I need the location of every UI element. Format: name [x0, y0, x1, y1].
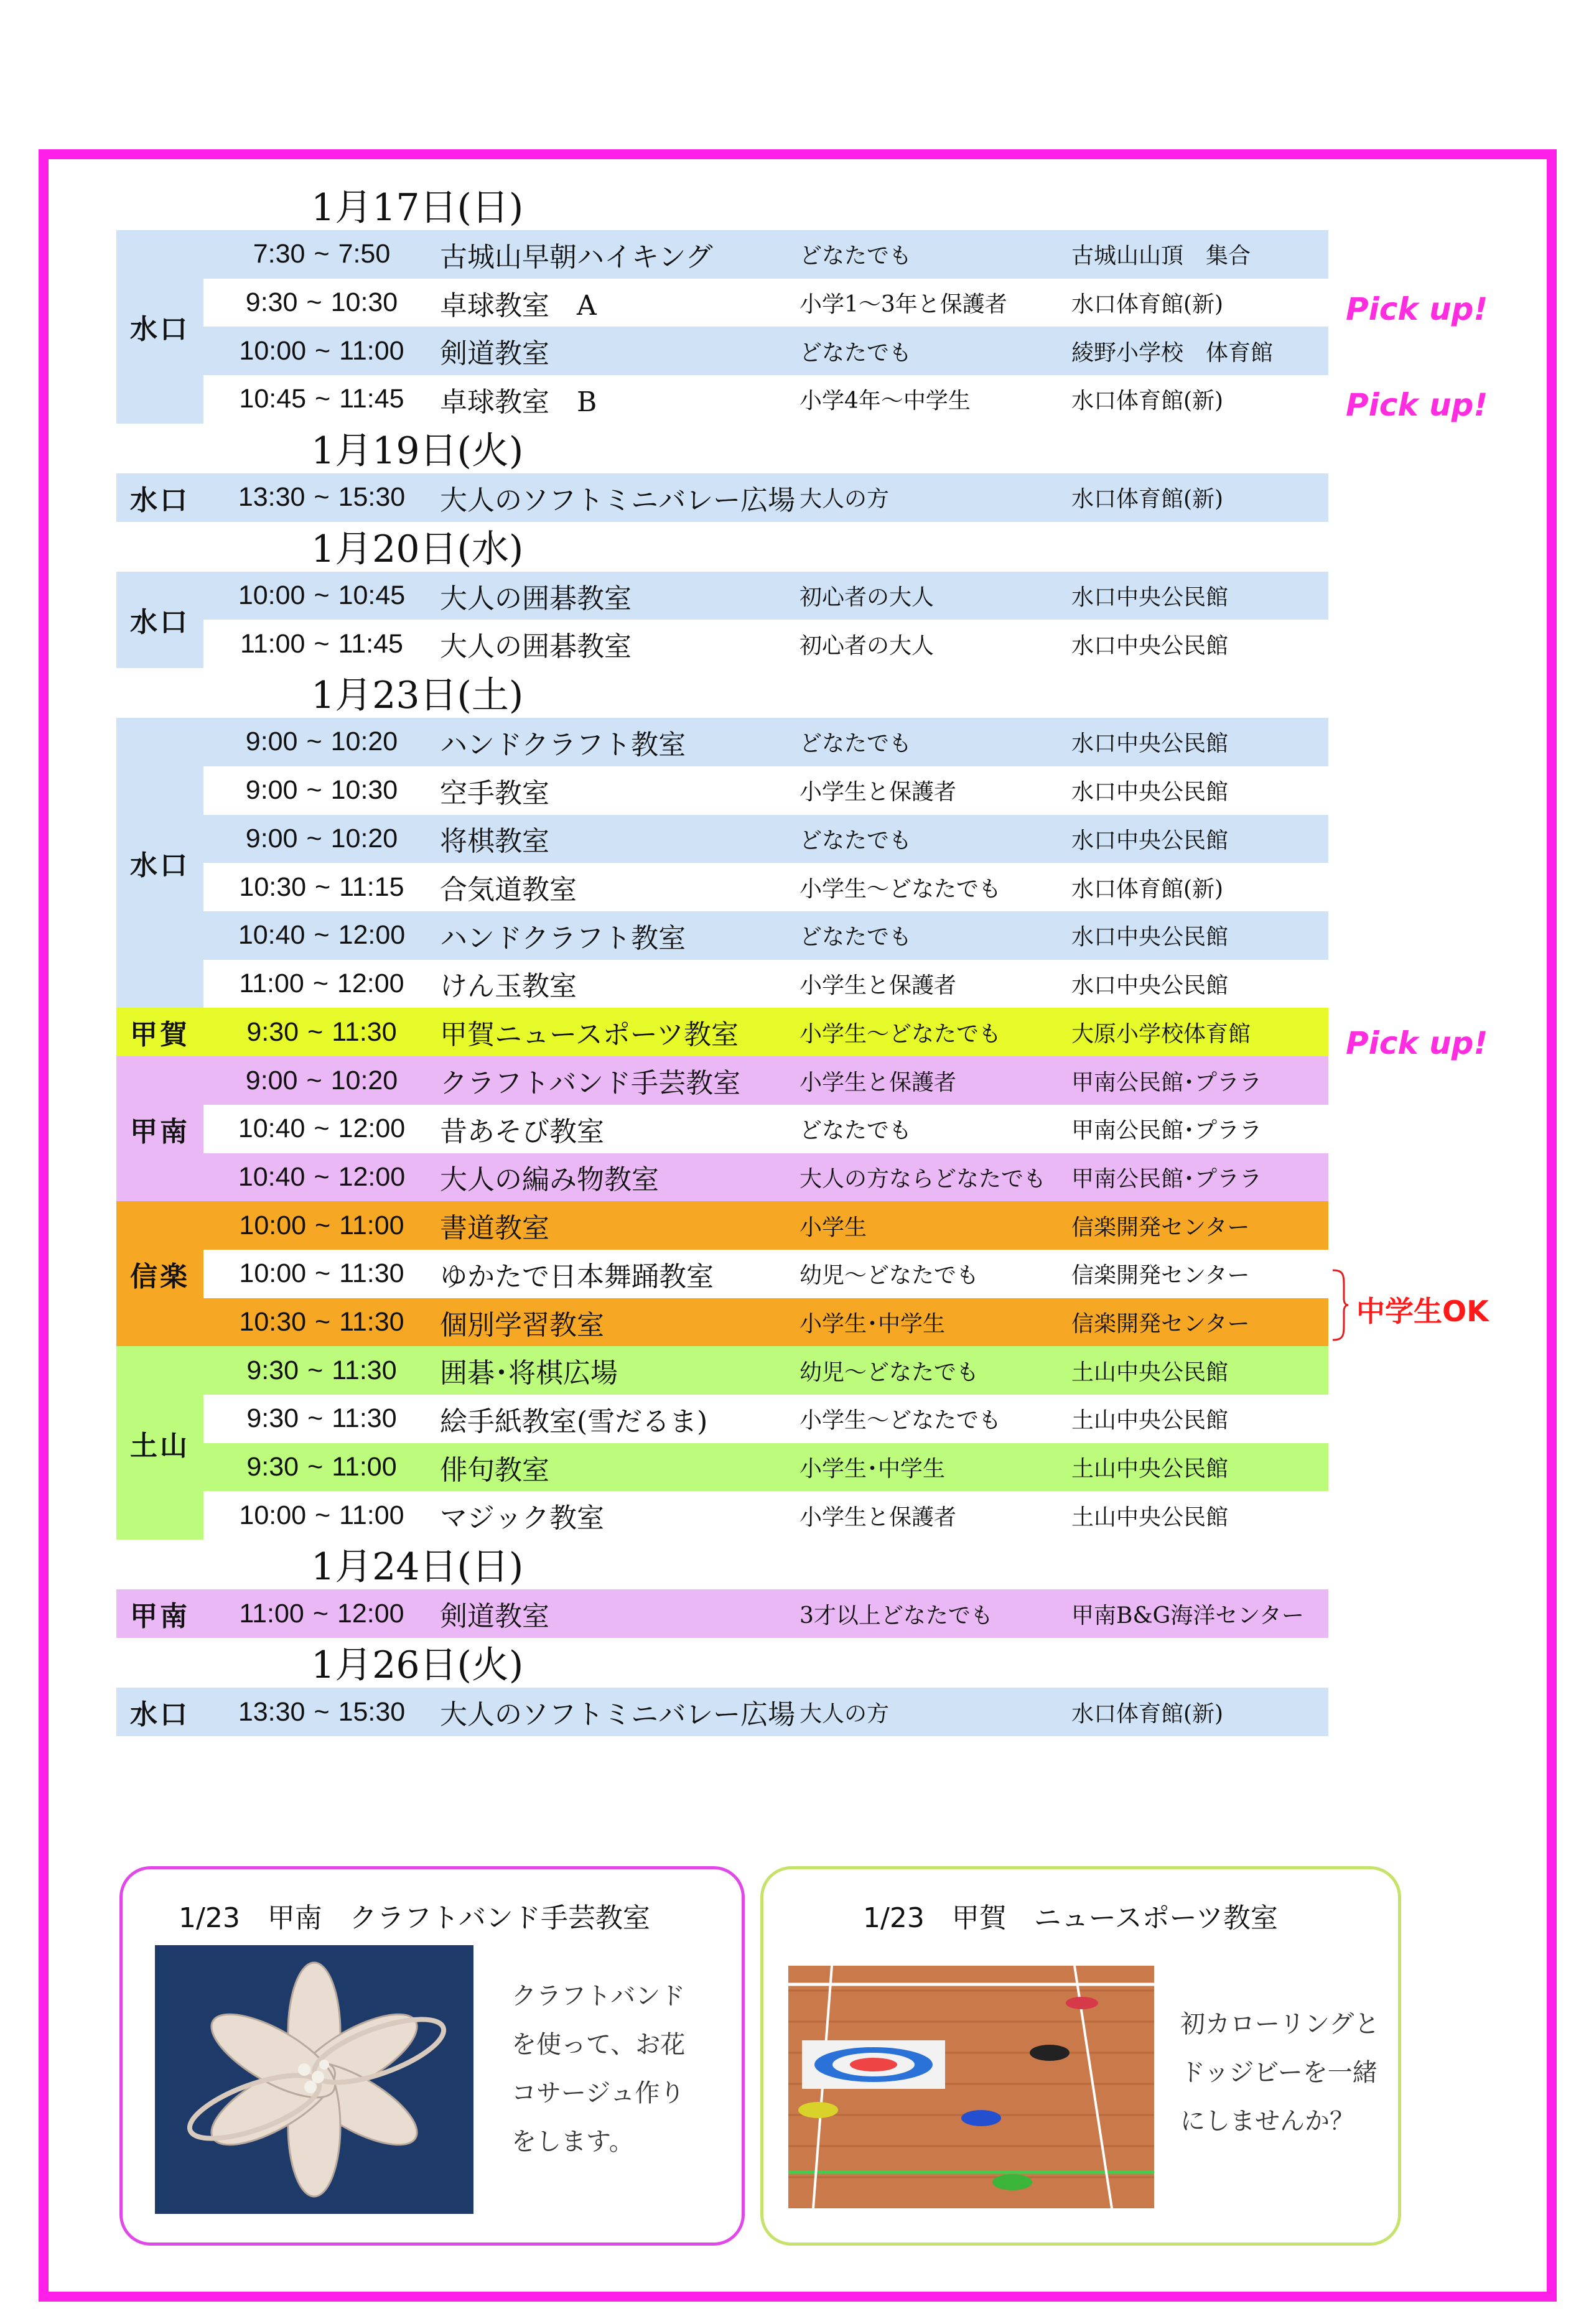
end-time: 11:45: [338, 628, 403, 659]
area-group: [116, 1201, 1328, 1346]
event-row: [203, 620, 1328, 668]
end-time: 10:20: [330, 1065, 398, 1095]
event-row: [203, 960, 1328, 1008]
event-target: どなたでも: [799, 243, 912, 269]
event-time: [203, 1162, 440, 1192]
card-description: クラフトバンド を使って、お花 コサージュ作り をします。: [511, 1982, 686, 2156]
start-time: 9:30: [245, 287, 298, 318]
time-separator: ~: [306, 775, 322, 806]
end-time: 10:20: [330, 823, 398, 853]
end-time: 11:00: [339, 1500, 404, 1530]
event-time: [203, 384, 440, 414]
start-time: 10:00: [239, 1210, 307, 1240]
event-place: 信楽開発センター: [1071, 1263, 1250, 1289]
start-time: 13:30: [238, 1696, 305, 1727]
time-separator: ~: [315, 1307, 331, 1337]
start-time: 10:00: [238, 580, 305, 611]
event-name: 将棋教室: [440, 825, 549, 858]
event-time: [203, 1066, 440, 1096]
area-label: 土山: [116, 1346, 203, 1540]
time-separator: ~: [314, 1696, 330, 1727]
end-time: 11:30: [332, 1355, 397, 1385]
event-row: [203, 911, 1328, 960]
event-row: [203, 1298, 1328, 1347]
time-separator: ~: [315, 1500, 331, 1530]
time-separator: ~: [306, 1065, 322, 1095]
start-time: 11:00: [239, 968, 304, 998]
event-time: [203, 1017, 440, 1048]
event-name: 絵手紙教室(雪だるま): [440, 1405, 708, 1438]
area-group: [116, 473, 1328, 522]
event-target: 小学生･中学生: [799, 1456, 946, 1482]
date-heading: 1月26日(火): [311, 1643, 524, 1688]
event-name: 昔あそび教室: [440, 1115, 604, 1148]
event-name: 大人の編み物教室: [440, 1164, 659, 1196]
area-label: 甲賀: [116, 1008, 203, 1056]
event-place: 信楽開発センター: [1071, 1311, 1250, 1337]
start-time: 9:30: [246, 1452, 299, 1482]
time-separator: ~: [315, 384, 331, 414]
event-target: どなたでも: [799, 924, 912, 951]
event-place: 水口中央公民館: [1071, 779, 1229, 806]
event-target: 小学生～どなたでも: [799, 1021, 1002, 1047]
event-time: [203, 1258, 440, 1289]
event-time: [203, 969, 440, 999]
end-time: 10:30: [330, 287, 398, 318]
area-label: 水口: [116, 473, 203, 522]
event-target: 3才以上どなたでも: [799, 1602, 993, 1629]
event-name: 大人の囲碁教室: [440, 582, 632, 615]
end-time: 10:45: [338, 580, 406, 611]
event-time: [203, 580, 440, 611]
end-time: 12:00: [338, 920, 406, 951]
start-time: 10:00: [239, 335, 307, 366]
time-separator: ~: [314, 1161, 330, 1192]
pickup-label-2: Pick up!: [1346, 387, 1488, 423]
end-time: 11:30: [339, 1307, 404, 1337]
event-row: [203, 815, 1328, 863]
end-time: 11:30: [332, 1016, 397, 1047]
end-time: 11:00: [339, 335, 404, 366]
event-row: [203, 572, 1328, 620]
event-name: マジック教室: [440, 1502, 604, 1535]
event-place: 土山中央公民館: [1071, 1408, 1229, 1434]
event-time: [203, 1211, 440, 1241]
time-separator: ~: [315, 872, 331, 902]
event-place: 甲南公民館･プララ: [1071, 1166, 1262, 1192]
end-time: 12:00: [338, 1161, 406, 1192]
event-target: どなたでも: [799, 827, 912, 853]
event-row: [203, 1491, 1328, 1540]
event-place: 水口体育館(新): [1071, 876, 1224, 902]
area-label: 信楽: [116, 1201, 203, 1346]
end-time: 11:15: [339, 872, 404, 902]
end-time: 12:00: [337, 1598, 404, 1629]
event-time: [203, 336, 440, 366]
start-time: 9:30: [246, 1355, 299, 1385]
junior-ok-label: 中学生OK: [1356, 1294, 1489, 1328]
date-heading: 1月24日(日): [311, 1545, 524, 1589]
event-target: どなたでも: [799, 731, 912, 757]
event-place: 綾野小学校 体育館: [1071, 340, 1274, 366]
start-time: 10:45: [239, 384, 307, 414]
event-row: [203, 1395, 1328, 1443]
end-time: 10:20: [330, 727, 398, 757]
event-name: 囲碁･将棋広場: [440, 1357, 618, 1390]
event-time: [203, 872, 440, 903]
event-time: [203, 1403, 440, 1434]
bracket-icon: [1331, 1269, 1349, 1341]
event-row: [203, 1443, 1328, 1492]
start-time: 10:30: [239, 1307, 307, 1337]
start-time: 9:00: [245, 823, 298, 853]
event-name: 大人のソフトミニバレー広場: [440, 1699, 796, 1731]
date-heading: 1月19日(火): [311, 429, 524, 473]
event-row: [203, 375, 1328, 424]
event-place: 水口中央公民館: [1071, 827, 1229, 853]
start-time: 9:30: [246, 1403, 299, 1434]
event-name: 大人の囲碁教室: [440, 631, 632, 663]
area-group: [116, 572, 1328, 668]
start-time: 9:00: [245, 727, 298, 757]
event-time: [203, 1113, 440, 1144]
event-name: けん玉教室: [440, 970, 577, 1003]
event-target: どなたでも: [799, 340, 912, 366]
event-name: 古城山早朝ハイキング: [440, 241, 713, 273]
start-time: 10:40: [238, 1113, 305, 1144]
area-label: 水口: [116, 1688, 203, 1736]
time-separator: ~: [306, 287, 322, 318]
event-target: 小学生･中学生: [799, 1311, 946, 1337]
area-group: [116, 230, 1328, 424]
time-separator: ~: [307, 1016, 324, 1047]
event-row: [203, 230, 1328, 279]
event-time: [203, 1307, 440, 1337]
start-time: 10:00: [239, 1500, 307, 1530]
event-name: 大人のソフトミニバレー広場: [440, 484, 796, 516]
event-time: [203, 239, 440, 269]
event-name: ハンドクラフト教室: [440, 728, 686, 761]
area-label: 甲南: [116, 1056, 203, 1201]
event-name: 空手教室: [440, 777, 549, 809]
event-time: [203, 1452, 440, 1482]
event-place: 大原小学校体育館: [1071, 1021, 1251, 1047]
event-name: 俳句教室: [440, 1454, 549, 1486]
time-separator: ~: [315, 335, 331, 366]
event-target: 小学生と保護者: [799, 779, 957, 806]
event-target: 小学生～どなたでも: [799, 1408, 1002, 1434]
event-target: 小学生: [799, 1214, 867, 1240]
event-place: 土山中央公民館: [1071, 1456, 1229, 1482]
event-time: [203, 727, 440, 757]
event-name: 剣道教室: [440, 338, 549, 370]
start-time: 11:00: [239, 1598, 304, 1629]
event-row: [203, 766, 1328, 815]
event-place: 信楽開発センター: [1071, 1214, 1250, 1240]
event-name: 書道教室: [440, 1212, 549, 1245]
event-place: 水口中央公民館: [1071, 731, 1229, 757]
start-time: 10:00: [239, 1258, 307, 1289]
end-time: 15:30: [338, 482, 406, 513]
event-place: 水口中央公民館: [1071, 972, 1229, 998]
end-time: 15:30: [338, 1696, 406, 1727]
event-target: 初心者の大人: [799, 633, 935, 659]
start-time: 10:40: [238, 1161, 305, 1192]
time-separator: ~: [314, 628, 330, 659]
end-time: 11:30: [339, 1258, 404, 1289]
event-time: [203, 1500, 440, 1531]
area-group: [116, 1688, 1328, 1736]
event-target: 大人の方ならどなたでも: [799, 1166, 1047, 1192]
time-separator: ~: [314, 1113, 330, 1144]
event-time: [203, 287, 440, 318]
event-place: 古城山山頂 集合: [1071, 243, 1251, 269]
event-target: 小学生と保護者: [799, 972, 957, 998]
card-description: 初カローリングと ドッジビーを一緒 にしませんか？: [1180, 2010, 1379, 2136]
event-row: [203, 279, 1328, 327]
event-time: [203, 1599, 440, 1629]
event-target: 小学1～3年と保護者: [799, 292, 1007, 318]
event-place: 水口中央公民館: [1071, 924, 1229, 951]
event-time: [203, 920, 440, 951]
event-name: クラフトバンド手芸教室: [440, 1067, 741, 1100]
event-name: 甲賀ニュースポーツ教室: [440, 1019, 739, 1051]
area-label: 甲南: [116, 1589, 203, 1638]
time-separator: ~: [314, 920, 330, 951]
event-place: 水口体育館(新): [1071, 1701, 1224, 1727]
event-time: [203, 775, 440, 806]
card-craftband: [119, 1866, 745, 2246]
pickup-label-3: Pick up!: [1346, 1025, 1488, 1061]
end-time: 11:00: [332, 1452, 397, 1482]
start-time: 9:30: [246, 1016, 299, 1047]
event-row: [203, 1153, 1328, 1202]
event-target: 小学生と保護者: [799, 1069, 957, 1095]
event-name: ハンドクラフト教室: [440, 922, 686, 954]
event-time: [203, 1355, 440, 1386]
date-heading: 1月17日(日): [311, 186, 524, 230]
start-time: 10:40: [238, 920, 305, 951]
event-schedule: [116, 180, 1328, 1736]
time-separator: ~: [306, 727, 322, 757]
event-row: [203, 473, 1328, 522]
event-place: 水口中央公民館: [1071, 585, 1229, 611]
event-target: 小学生と保護者: [799, 1504, 957, 1530]
event-row: [203, 1056, 1328, 1105]
flower-corsage-photo: [155, 1945, 473, 2214]
time-separator: ~: [307, 1403, 324, 1434]
event-place: 甲南公民館･プララ: [1071, 1118, 1262, 1144]
card-newsports: [760, 1866, 1401, 2246]
event-row: [203, 1346, 1328, 1395]
time-separator: ~: [315, 1258, 331, 1289]
start-time: 9:00: [245, 775, 298, 806]
event-time: [203, 824, 440, 854]
area-group: [116, 1589, 1328, 1638]
event-time: [203, 1697, 440, 1727]
curling-court-photo: [788, 1966, 1154, 2208]
end-time: 11:30: [332, 1403, 397, 1434]
event-place: 水口体育館(新): [1071, 292, 1224, 318]
event-target: 幼児～どなたでも: [799, 1359, 979, 1385]
start-time: 10:30: [239, 872, 307, 902]
end-time: 11:00: [339, 1210, 404, 1240]
event-place: 水口体育館(新): [1071, 388, 1224, 414]
event-place: 甲南B&G海洋センター: [1071, 1602, 1304, 1629]
event-place: 水口中央公民館: [1071, 633, 1229, 659]
time-separator: ~: [307, 1355, 324, 1385]
pickup-label-1: Pick up!: [1346, 291, 1488, 327]
event-place: 水口体育館(新): [1071, 486, 1224, 513]
time-separator: ~: [312, 1598, 329, 1629]
event-row: [203, 718, 1328, 766]
end-time: 10:30: [330, 775, 398, 806]
area-group: [116, 1008, 1328, 1056]
event-row: [203, 1105, 1328, 1153]
time-separator: ~: [315, 1210, 331, 1240]
event-name: 合気道教室: [440, 874, 577, 906]
area-label: 水口: [116, 572, 203, 668]
time-separator: ~: [312, 968, 329, 998]
area-label: 水口: [116, 230, 203, 424]
end-time: 12:00: [338, 1113, 406, 1144]
date-heading: 1月23日(土): [311, 674, 524, 718]
start-time: 9:00: [245, 1065, 298, 1095]
time-separator: ~: [314, 239, 330, 269]
event-row: [203, 863, 1328, 911]
area-group: [116, 718, 1328, 1008]
end-time: 11:45: [339, 384, 404, 414]
event-name: 卓球教室 A: [440, 289, 597, 322]
end-time: 7:50: [338, 239, 391, 269]
event-place: 甲南公民館･プララ: [1071, 1069, 1262, 1095]
start-time: 11:00: [240, 628, 305, 659]
event-row: [203, 327, 1328, 375]
event-name: 卓球教室 B: [440, 386, 597, 418]
event-target: どなたでも: [799, 1118, 912, 1144]
event-row: [203, 1250, 1328, 1298]
event-name: ゆかたで日本舞踊教室: [440, 1260, 714, 1293]
time-separator: ~: [306, 823, 322, 853]
time-separator: ~: [307, 1452, 324, 1482]
start-time: 7:30: [253, 239, 305, 269]
event-row: [203, 1688, 1328, 1736]
event-time: [203, 482, 440, 513]
event-row: [203, 1008, 1328, 1056]
event-row: [203, 1201, 1328, 1250]
area-group: [116, 1346, 1328, 1540]
event-name: 個別学習教室: [440, 1309, 604, 1341]
event-target: 小学4年～中学生: [799, 388, 971, 414]
start-time: 13:30: [238, 482, 305, 513]
event-target: 大人の方: [799, 486, 890, 513]
event-target: 初心者の大人: [799, 585, 935, 611]
event-target: 大人の方: [799, 1701, 890, 1727]
time-separator: ~: [314, 482, 330, 513]
event-name: 剣道教室: [440, 1601, 549, 1633]
card-title: 1/23 甲南 クラフトバンド手芸教室: [179, 1902, 650, 1934]
end-time: 12:00: [337, 968, 404, 998]
time-separator: ~: [314, 580, 330, 611]
event-row: [203, 1589, 1328, 1638]
event-place: 土山中央公民館: [1071, 1359, 1229, 1385]
event-target: 幼児～どなたでも: [799, 1263, 979, 1289]
event-time: [203, 629, 440, 659]
date-heading: 1月20日(水): [311, 527, 524, 571]
area-group: [116, 1056, 1328, 1201]
card-title: 1/23 甲賀 ニュースポーツ教室: [863, 1902, 1278, 1934]
event-place: 土山中央公民館: [1071, 1504, 1229, 1530]
area-label: 水口: [116, 718, 203, 1008]
event-target: 小学生～どなたでも: [799, 876, 1002, 902]
